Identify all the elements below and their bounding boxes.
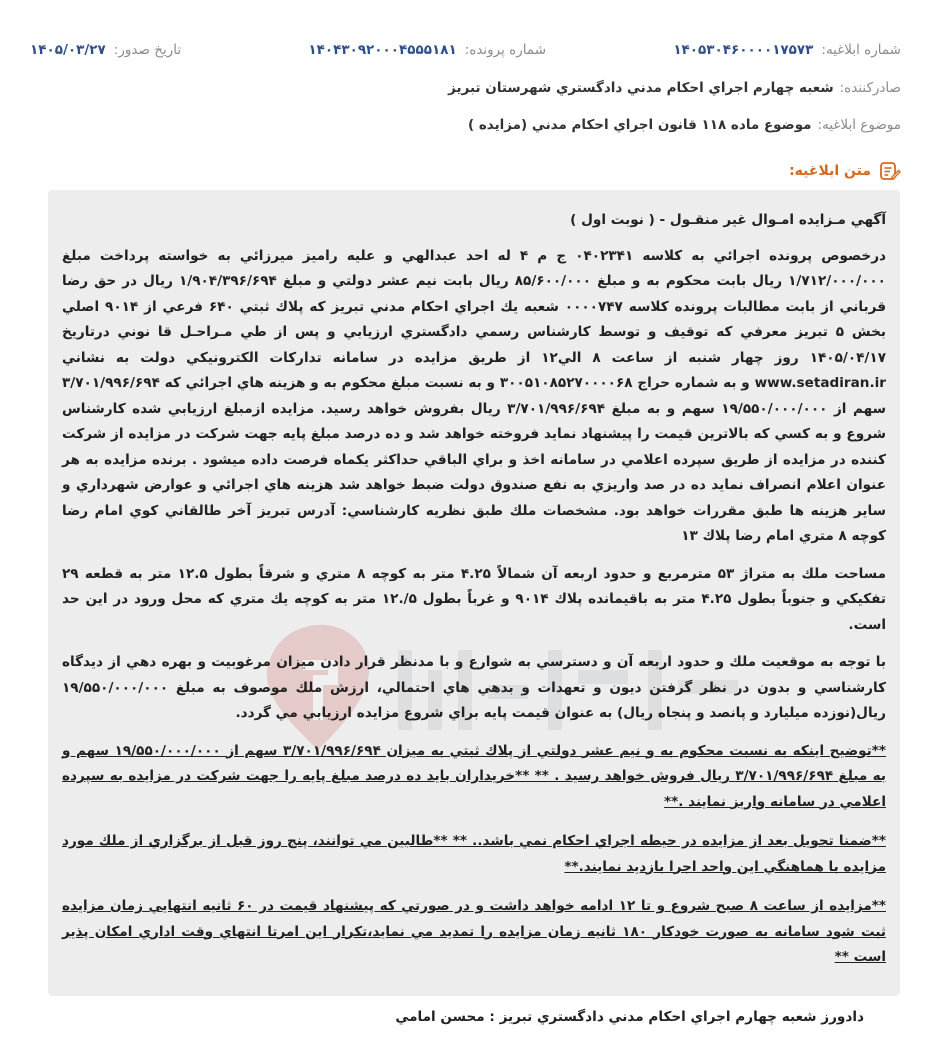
notice-signature: دادورز شعبه چهارم اجراي احكام مدني دادگستري تبريز : محسن امامي [395, 1008, 864, 1025]
document-pen-icon [879, 160, 901, 182]
subject-label: موضوع ابلاغیه: [817, 117, 901, 133]
case-number-value: ۱۴۰۴۳۰۹۲۰۰۰۴۵۵۵۱۸۱ [308, 42, 457, 58]
issuer-line [448, 80, 901, 96]
notice-number-value: ۱۴۰۵۳۰۴۶۰۰۰۰۱۷۵۷۳ [673, 42, 814, 58]
issue-date-value: ۱۴۰۵/۰۳/۲۷ [30, 42, 106, 58]
notice-number-label: شماره ابلاغیه: [821, 42, 901, 58]
notice-note-share: **توضيح اينكه به نسبت محكوم به و نيم عشر دولتي از پلاك ثبتي به ميزان ۳/۷۰۱/۹۹۶/۶۹۴ سهم از ۱۹/۵۵۰/۰۰۰/۰۰۰ سهم و به مبلغ ۳/۷۰۱/۹۹۶/۶۹۴ ريال فروش خواهد رسيد . ** **خريداران بايد ده درصد مبلغ پايه را جهت شركت در مزايده به سپرده اعلامي در سامانه واريز نمايند .** [62, 742, 887, 810]
notice-note-delivery: **ضمنا تحويل بعد از مزايده در حيطه اجراي احكام نمي باشد.. ** **طالبين مي توانند، پنج روز قبل از برگزاري از ملك مورد مزايده با هماهنگي اين واحد اجرا بازديد نمايند.** [62, 833, 886, 875]
subject-line [468, 117, 901, 133]
notice-paragraph-valuation: با توجه به موقعيت ملك و حدود اربعه آن و دسترسي به شوارع و با مدنظر قرار دادن ميزان مرغوبيت و بهره دهي از ديدگاه كارشناسي و بدون در نظر گرفتن ديون و تعهدات و بدهي هاي احتمالي، ارزش ملك موصوف به مبلغ ۱۹/۵۵۰/۰۰۰/۰۰۰ ريال(نوزده ميليارد و پانصد و پنجاه ريال) به عنوان قيمت پايه براي شروع مزايده ارزيابي مي گردد. [62, 654, 886, 721]
issuer-label: صادرکننده: [839, 80, 901, 96]
notice-paragraph-case: درخصوص پرونده اجرائي به كلاسه ۰۴۰۲۳۴۱ ج م ۴ له احد عبدالهي و عليه راميز ميرزائي به خواسته پرداخت مبلغ ۱/۷۱۲/۰۰۰/۰۰۰ ريال بابت محكوم به و مبلغ ۸۵/۶۰۰/۰۰۰ ريال بابت نيم عشر دولتي و مبلغ ۱/۹۰۴/۳۹۶/۶۹۴ ريال در حق رضا قرباني از بابت مطالبات پرونده كلاسه ۰۰۰۰۷۴۷ شعبه يك اجراي احكام مدني تبريز كه پلاك ثبتي ۶۴۰ فرعي از ۹۰۱۴ اصلي بخش ۵ تبريز معرفي كه توقيف و توسط كارشناس رسمي دادگستري ارزيابي و پس از طي مـراحـل قا نوني درتاريخ ۱۴۰۵/۰۴/۱۷ روز چهار شنبه از ساعت ۸ الي۱۲ از طريق مزايده در سامانه تداركات الكترونيكي دولت به نشاني www.setadiran.ir و به شماره حراج ۳۰۰۵۱۰۸۵۲۷۰۰۰۰۶۸ و به نسبت مبلغ محكوم به و هزينه هاي اجرائي كه ۳/۷۰۱/۹۹۶/۶۹۴ سهم از ۱۹/۵۵۰/۰۰۰/۰۰۰ سهم و به مبلغ ۳/۷۰۱/۹۹۶/۶۹۴ ريال بفروش خواهد رسيد. مزايده ازمبلغ ارزيابي شده كارشناس شروع و به كسي كه بالاترين قيمت را پيشنهاد نمايد فروخته خواهد شد و ده درصد مبلغ پايه جهت شركت در مزايده از شركت كننده در مزايده از طريق سپرده اعلامي در سامانه اخذ و براي الباقي حداكثر يكماه فرصت داده ميشود . برنده مزايده به هر عنوان اعلام انصراف نمايد ده در صد واريزي به نفع صندوق دولت ضبط خواهد شد هزينه هاي اجرائي و عوارض شهرداري و ساير هزينه ها طبق مقررات خواهد بود. مشخصات ملك طبق نظريه كارشناسي: آدرس تبريز آخر طالقاني كوي امام رضا كوچه ۸ متري امام رضا پلاك ۱۳ [62, 247, 887, 544]
notice-text-label: متن ابلاغیه: [789, 163, 871, 179]
issue-date-label: تاریخ صدور: [113, 42, 182, 58]
notice-body-title: آگهي مـزايده امـوال غير منقـول - ( نوبت اول ) [570, 212, 886, 228]
subject-value: موضوع ماده ۱۱۸ قانون اجراي احكام مدني (مزايده ) [467, 117, 812, 133]
case-number [308, 42, 546, 58]
notice-meta-row [30, 42, 901, 58]
notice-body [62, 208, 886, 1030]
notice-number [673, 42, 901, 58]
notice-text-panel [48, 190, 900, 1025]
notice-text-heading [789, 160, 901, 182]
issue-date [30, 42, 181, 58]
issuer-value: شعبه چهارم اجراي احكام مدني دادگستري شهرستان تبريز [448, 80, 834, 96]
notice-note-timing: **مزايده از ساعت ۸ صبح شروع و تا ۱۲ ادامه خواهد داشت و در صورتي كه پيشنهاد قيمت در ۶۰ ثانيه انتهايي زمان مزايده ثبت شود سامانه به صورت خودكار ۱۸۰ ثانيه زمان مزايده را تمديد مي نمايد،تكرار اين امرتا انتهاي وقت اداري امكان پذير است ** [62, 898, 886, 965]
case-number-label: شماره پرونده: [464, 42, 547, 58]
notice-paragraph-area: مساحت ملك به متراژ ۵۳ مترمربع و حدود اربعه آن شمالاً ۴.۲۵ متر به كوچه ۸ متري و شرقاً بطول ۱۲.۵ متر به قطعه ۲۹ تفكيكي و جنوباً بطول ۴.۲۵ متر به باقيمانده پلاك ۹۰۱۴ و غرباً بطول ۵/.۱۲ متر به كوچه يك متري كه محل ورود در اين حد است. [62, 565, 887, 633]
